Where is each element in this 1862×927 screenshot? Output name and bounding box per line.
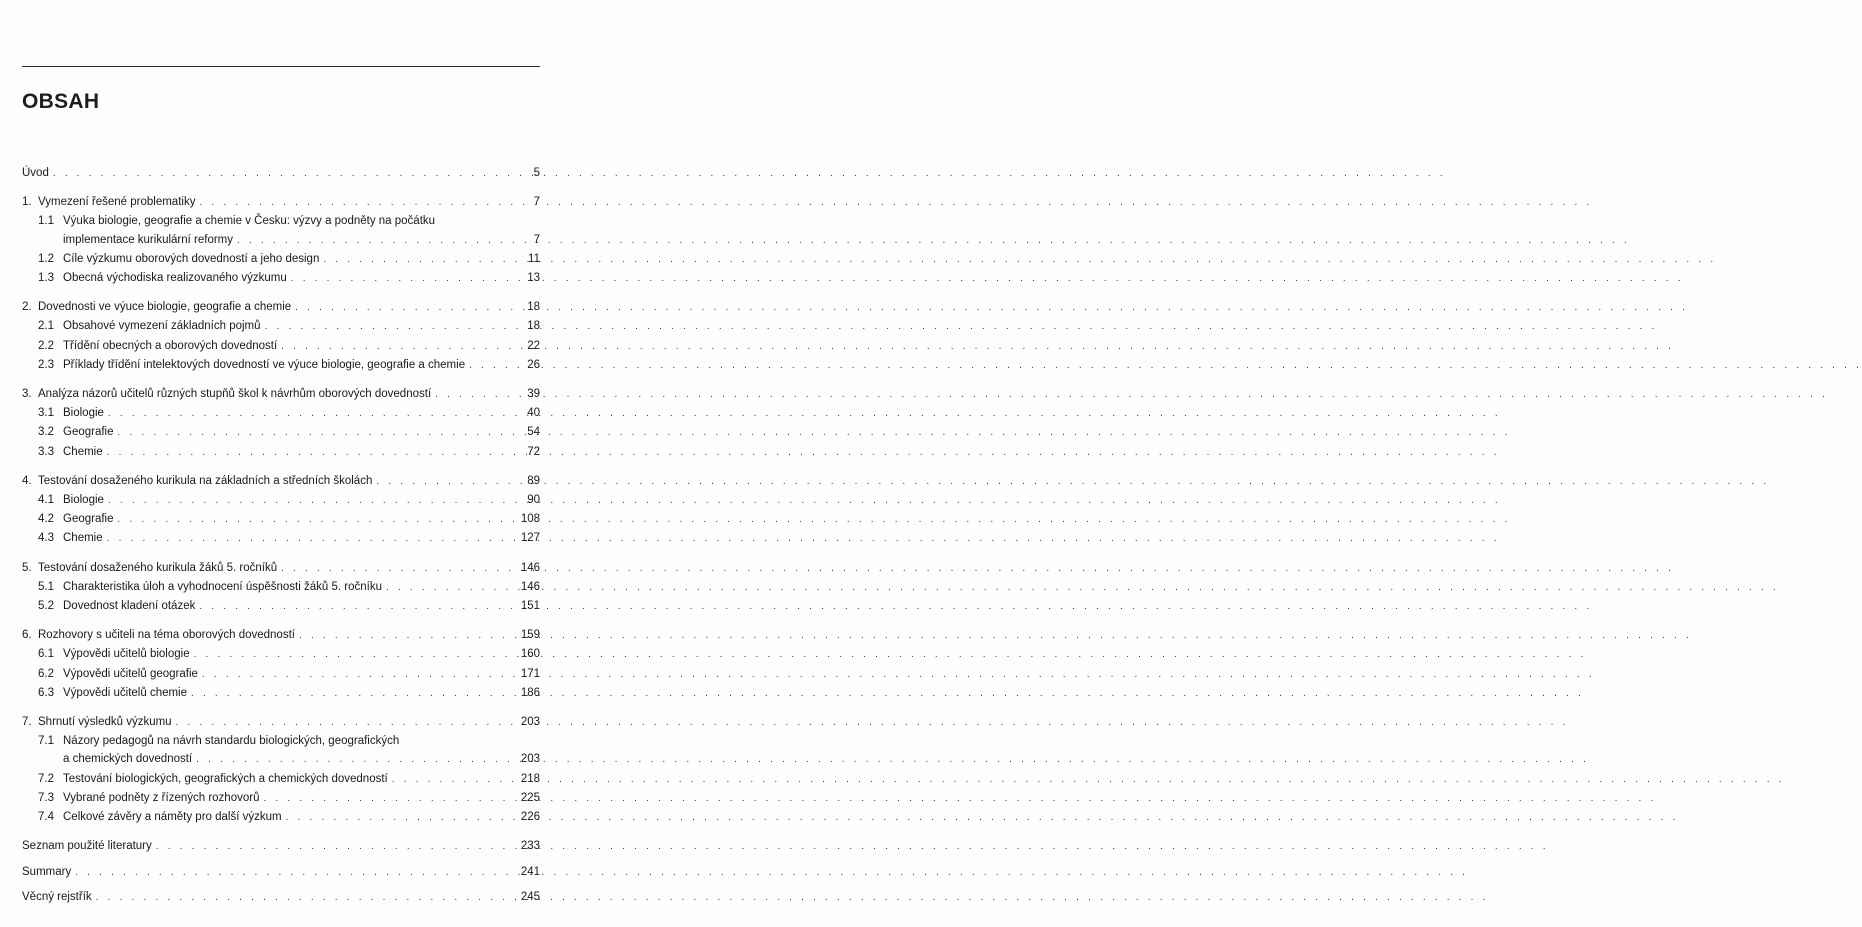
toc-number: 7.4 xyxy=(38,811,54,824)
toc-number: 7.1 xyxy=(38,735,54,748)
toc-title: Obecná východiska realizovaného výzkumu xyxy=(63,272,287,285)
toc-number: 4.2 xyxy=(38,513,54,526)
toc-number: 5.1 xyxy=(38,580,54,593)
toc-page: 151 xyxy=(520,600,540,613)
toc-page: 171 xyxy=(520,667,540,680)
toc-number: 6. xyxy=(22,629,32,642)
toc-page: 160 xyxy=(520,648,540,661)
toc-entry-ch4[interactable] xyxy=(22,472,540,491)
toc-entry-1-2[interactable] xyxy=(22,250,540,269)
toc-page: 26 xyxy=(527,358,540,371)
toc-entry-summary[interactable] xyxy=(22,863,540,882)
dot-leader xyxy=(108,405,510,423)
toc-page: 5 xyxy=(533,167,540,179)
toc-page: 39 xyxy=(527,388,540,401)
toc-page: 7 xyxy=(533,196,540,209)
toc-number: 1.3 xyxy=(38,272,54,285)
toc-page: 90 xyxy=(527,494,540,507)
dot-leader xyxy=(202,666,510,684)
toc-title: Analýza názorů učitelů různých stupňů škol k návrhům oborových dovedností xyxy=(38,388,432,401)
toc-entry-5-1[interactable] xyxy=(22,578,540,597)
toc-number: 3. xyxy=(22,388,32,401)
toc-number: 7.3 xyxy=(38,791,54,804)
toc-number: 3.2 xyxy=(38,426,54,439)
toc-number: 3.1 xyxy=(38,407,54,420)
toc-title: Výpovědi učitelů biologie xyxy=(63,648,190,661)
dot-leader xyxy=(281,338,510,356)
toc-number: 6.3 xyxy=(38,686,54,699)
toc-entry-6-1[interactable] xyxy=(22,645,540,664)
toc-entry-2-2[interactable] xyxy=(22,337,540,356)
toc-entry-ch7[interactable] xyxy=(22,713,540,732)
dot-leader xyxy=(75,864,510,882)
toc-entry-ch1[interactable] xyxy=(22,193,540,212)
toc-number: 7. xyxy=(22,716,32,729)
toc-page: 218 xyxy=(520,772,540,785)
dot-leader xyxy=(118,511,510,529)
dot-leader xyxy=(156,838,510,856)
toc-number: 1.1 xyxy=(38,215,54,228)
header-rule xyxy=(22,66,540,67)
toc-page: 22 xyxy=(527,339,540,352)
toc-entry-7-1[interactable] xyxy=(22,732,540,769)
toc-title: Obsahové vymezení základních pojmů xyxy=(63,320,261,333)
toc-title: Dovednost kladení otázek xyxy=(63,600,196,613)
toc-title: Celkové závěry a náměty pro další výzkum xyxy=(63,811,282,824)
toc-title-line1: Názory pedagogů na návrh standardu biologických, geografických xyxy=(63,735,400,748)
dot-leader xyxy=(108,492,510,510)
dot-leader xyxy=(469,357,510,375)
toc-page: 108 xyxy=(520,513,540,526)
toc-number: 2. xyxy=(22,301,32,314)
toc-title: Úvod xyxy=(22,167,49,179)
toc-number: 4.1 xyxy=(38,494,54,507)
toc-page: 159 xyxy=(520,629,540,642)
toc-title: Výpovědi učitelů geografie xyxy=(63,667,198,680)
dot-leader xyxy=(281,560,510,578)
toc-title: Rozhovory s učiteli na téma oborových dovedností xyxy=(38,629,295,642)
dot-leader xyxy=(295,299,510,317)
toc-title: Chemie xyxy=(63,445,103,458)
toc-page: 245 xyxy=(520,890,540,903)
toc-page: 146 xyxy=(520,561,540,574)
toc-number: 4. xyxy=(22,474,32,487)
toc-title: Výpovědi učitelů chemie xyxy=(63,686,188,699)
toc-entry-ch5[interactable] xyxy=(22,559,540,578)
dot-leader xyxy=(53,165,510,183)
toc-number: 2.2 xyxy=(38,339,54,352)
toc-number: 2.3 xyxy=(38,358,54,371)
toc-title: Dovednosti ve výuce biologie, geografie a chemie xyxy=(38,301,292,314)
toc-title: Seznam použité literatury xyxy=(22,840,152,853)
toc-number: 4.3 xyxy=(38,532,54,545)
dot-leader xyxy=(265,318,510,336)
dot-leader xyxy=(386,579,510,597)
toc-title: Třídění obecných a oborových dovedností xyxy=(63,339,278,352)
toc-entry-index[interactable] xyxy=(22,888,540,907)
toc-page: 11 xyxy=(528,252,540,265)
dot-leader xyxy=(291,270,510,288)
toc-title: a chemických dovedností xyxy=(63,753,193,766)
dot-leader xyxy=(118,424,510,442)
toc-entry-7-2[interactable] xyxy=(22,770,540,789)
toc-page: 146 xyxy=(520,580,540,593)
toc-title: Shrnutí výsledků výzkumu xyxy=(38,716,172,729)
dot-leader xyxy=(199,598,510,616)
toc-title: Cíle výzkumu oborových dovedností a jeho design xyxy=(63,252,320,265)
dot-leader xyxy=(96,889,510,907)
toc-page: 127 xyxy=(520,532,540,545)
toc-title: Summary xyxy=(22,865,72,878)
toc-title: Geografie xyxy=(63,513,114,526)
toc-title: Testování dosaženého kurikula na základních a středních školách xyxy=(38,474,373,487)
toc-page: 72 xyxy=(527,445,540,458)
toc-title: Věcný rejstřík xyxy=(22,890,92,903)
toc-page: 225 xyxy=(520,791,540,804)
dot-leader xyxy=(191,685,510,703)
toc-number: 5. xyxy=(22,561,32,574)
dot-leader xyxy=(435,386,510,404)
toc-page: 54 xyxy=(527,426,540,439)
toc-entry-3-2[interactable] xyxy=(22,423,540,442)
toc-entry-6-2[interactable] xyxy=(22,665,540,684)
dot-leader xyxy=(286,809,510,827)
dot-leader xyxy=(107,530,510,548)
dot-leader xyxy=(323,251,510,269)
dot-leader xyxy=(376,473,510,491)
toc-page: 7 xyxy=(533,233,540,246)
table-of-contents xyxy=(22,164,540,907)
toc-entry-3-3[interactable] xyxy=(22,443,540,462)
toc-number: 1.2 xyxy=(38,252,54,265)
toc-title: Biologie xyxy=(63,494,104,507)
toc-title: Vybrané podněty z řízených rozhovorů xyxy=(63,791,260,804)
toc-entry-7-3[interactable] xyxy=(22,789,540,808)
toc-number: 2.1 xyxy=(38,320,54,333)
toc-entry-4-2[interactable] xyxy=(22,510,540,529)
toc-entry-ch6[interactable] xyxy=(22,626,540,645)
page-title: OBSAH xyxy=(22,90,100,113)
toc-title-line1: Výuka biologie, geografie a chemie v Česku: výzvy a podněty na počátku xyxy=(63,215,436,228)
toc-number: 6.2 xyxy=(38,667,54,680)
toc-entry-1-3[interactable] xyxy=(22,269,540,288)
toc-entry-2-3[interactable] xyxy=(22,356,540,375)
toc-page: 226 xyxy=(520,811,540,824)
dot-leader xyxy=(176,714,510,732)
toc-page: 89 xyxy=(527,474,540,487)
toc-entry-1-1[interactable] xyxy=(22,212,540,249)
toc-number: 7.2 xyxy=(38,772,54,785)
toc-number: 3.3 xyxy=(38,445,54,458)
dot-leader xyxy=(199,194,510,212)
toc-page: 233 xyxy=(520,840,540,853)
toc-page: 203 xyxy=(520,753,540,766)
toc-page: 18 xyxy=(527,301,540,314)
dot-leader xyxy=(263,790,510,808)
toc-title: Geografie xyxy=(63,426,114,439)
dot-leader xyxy=(194,646,510,664)
toc-entry-6-3[interactable] xyxy=(22,684,540,703)
toc-page: 241 xyxy=(520,865,540,878)
dot-leader xyxy=(107,444,510,462)
toc-page: 203 xyxy=(520,716,540,729)
toc-title: Chemie xyxy=(63,532,103,545)
toc-title: Biologie xyxy=(63,407,104,420)
toc-entry-ch3[interactable] xyxy=(22,385,540,404)
toc-number: 1. xyxy=(22,196,32,209)
toc-title: Vymezení řešené problematiky xyxy=(38,196,196,209)
toc-title: Příklady třídění intelektových dovedností ve výuce biologie, geografie a chemie xyxy=(63,358,466,371)
toc-title: Testování dosaženého kurikula žáků 5. ročníků xyxy=(38,561,278,574)
toc-entry-2-1[interactable] xyxy=(22,317,540,336)
toc-number: 5.2 xyxy=(38,600,54,613)
toc-entry-7-4[interactable] xyxy=(22,808,540,827)
toc-title: implementace kurikulární reformy xyxy=(63,233,234,246)
toc-entry-literature[interactable] xyxy=(22,837,540,856)
toc-title: Testování biologických, geografických a chemických dovedností xyxy=(63,772,388,785)
toc-entry-3-1[interactable] xyxy=(22,404,540,423)
toc-entry-4-3[interactable] xyxy=(22,529,540,548)
dot-leader xyxy=(299,627,510,645)
toc-page: 186 xyxy=(520,686,540,699)
toc-entry-ch2[interactable] xyxy=(22,298,540,317)
toc-title: Charakteristika úloh a vyhodnocení úspěšnosti žáků 5. ročníku xyxy=(63,580,382,593)
dot-leader xyxy=(196,751,510,769)
dot-leader xyxy=(392,771,510,789)
toc-entry-4-1[interactable] xyxy=(22,491,540,510)
toc-number: 6.1 xyxy=(38,648,54,661)
toc-page: 40 xyxy=(527,407,540,420)
toc-page: 13 xyxy=(527,272,540,285)
toc-entry-5-2[interactable] xyxy=(22,597,540,616)
dot-leader xyxy=(237,232,510,250)
toc-page: 18 xyxy=(527,320,540,333)
toc-entry-uvod[interactable] xyxy=(22,164,540,183)
